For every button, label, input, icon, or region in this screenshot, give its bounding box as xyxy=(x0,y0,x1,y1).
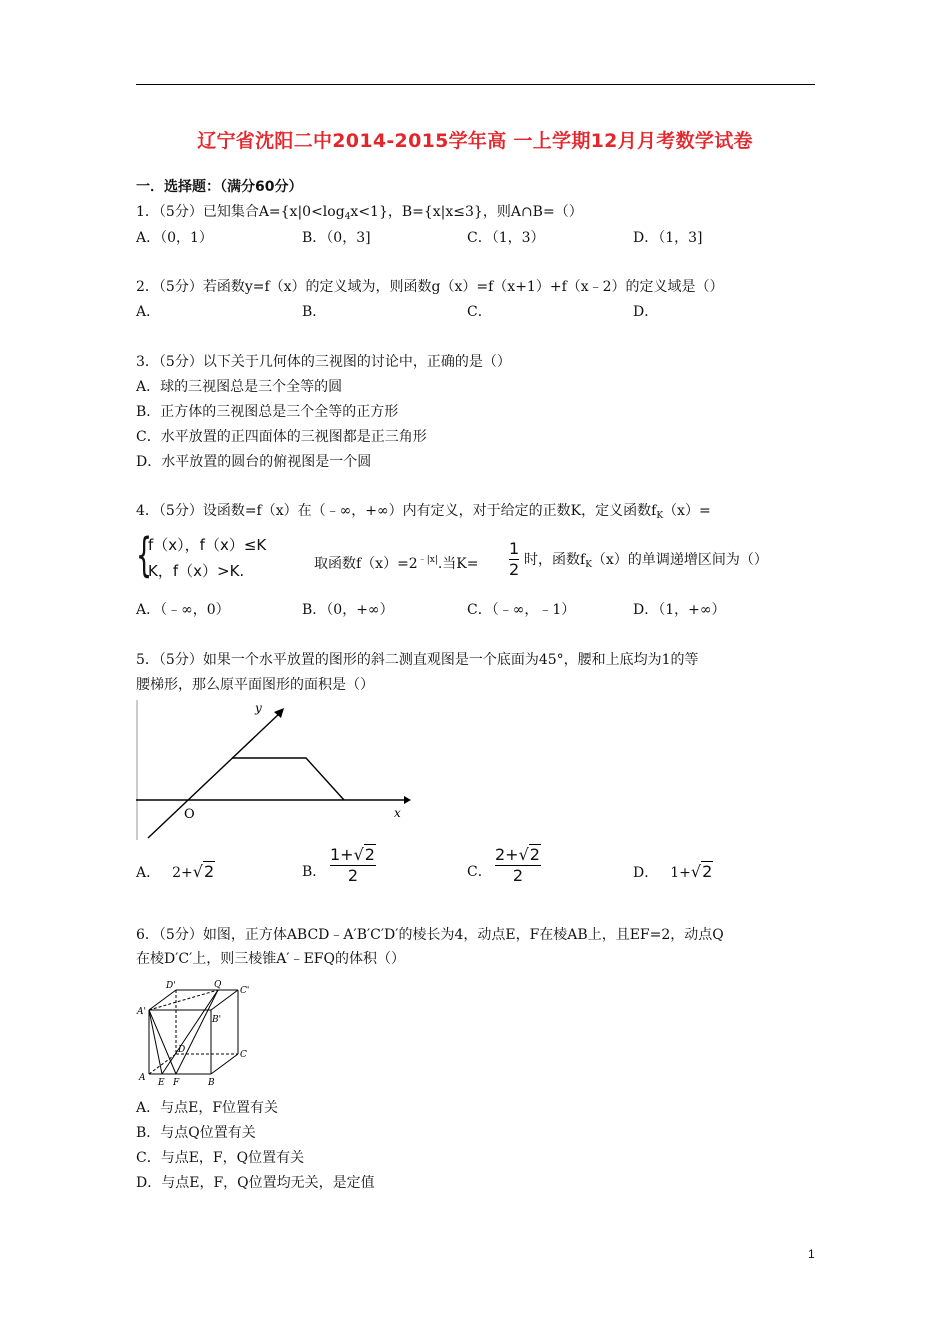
q1-option-d[interactable]: D．（1，3] xyxy=(633,230,703,246)
vertex-label-b1: B' xyxy=(212,1015,222,1025)
q4-option-a[interactable]: A．（﹣∞，0） xyxy=(136,602,230,618)
q1-option-a[interactable]: A．（0，1） xyxy=(136,230,213,246)
q4-condition-end xyxy=(524,551,768,574)
y-axis xyxy=(148,712,281,838)
vertex-label-q: Q xyxy=(214,980,222,990)
x-axis-arrow xyxy=(404,796,411,804)
radicand: 2 xyxy=(529,845,540,864)
q4-text: 时，函数f xyxy=(524,552,586,568)
vertex-label-d: D xyxy=(178,1045,186,1055)
vertex-label-b: B xyxy=(208,1078,215,1088)
q1-option-c[interactable]: C．（1，3） xyxy=(467,230,545,246)
fraction-one-half xyxy=(509,540,519,579)
fraction-denominator: 2 xyxy=(512,866,524,885)
piecewise-function xyxy=(136,528,316,584)
question-5-stem-line-1: 5．（5分）如果一个水平放置的图形的斜二测直观图是一个底面为45°，腰和上底均为1的等 xyxy=(136,652,699,668)
q3-option-d[interactable]: D．水平放置的圆台的俯视图是一个圆 xyxy=(136,454,372,470)
brace-symbol: { xyxy=(136,528,153,582)
cube-figure xyxy=(136,978,256,1088)
q4-stem-part: 4．（5分）设函数=f（x）在（﹣∞，+∞）内有定义，对于给定的正数K，定义函数f xyxy=(136,503,657,519)
piecewise-case-2: K，f（x）>K. xyxy=(148,562,245,580)
q4-option-c[interactable]: C．（﹣∞，﹣1） xyxy=(467,602,576,618)
sqrt-symbol: √2 xyxy=(353,845,375,864)
q4-subscript: K xyxy=(656,511,664,521)
q4-exponent: ﹣|x| xyxy=(417,555,438,565)
q2-option-c[interactable]: C． xyxy=(467,304,492,320)
vertex-label-c1: C' xyxy=(240,986,250,996)
q3-option-a[interactable]: A．球的三视图总是三个全等的圆 xyxy=(136,379,343,395)
q6-option-d[interactable]: D．与点E，F，Q位置均无关，是定值 xyxy=(136,1175,375,1191)
header-rule xyxy=(136,84,815,85)
question-4-stem xyxy=(136,502,711,525)
q1-stem-part: 1．（5分）已知集合A={x|0<log xyxy=(136,204,345,220)
q4-condition xyxy=(314,551,479,573)
section-heading: 一．选择题：（满分60分） xyxy=(136,179,303,195)
question-2-stem: 2．（5分）若函数y=f（x）的定义域为，则函数g（x）=f（x+1）+f（x﹣2）的定义域是（） xyxy=(136,279,724,295)
trapezoid-sides xyxy=(232,758,344,800)
q4-text: （x）的单调递增区间为（） xyxy=(591,552,768,568)
fraction-numerator xyxy=(330,846,376,864)
q4-text: 取函数f（x）=2 xyxy=(314,556,418,572)
q2-option-a[interactable]: A． xyxy=(136,304,161,320)
question-3-stem: 3．（5分）以下关于几何体的三视图的讨论中，正确的是（） xyxy=(136,354,511,370)
vertex-label-c: C xyxy=(240,1050,247,1060)
sqrt-symbol: √2 xyxy=(690,862,713,881)
q5-option-a-value: 2+ xyxy=(172,865,193,881)
fraction-numerator xyxy=(495,846,541,864)
vertex-label-d1: D' xyxy=(166,981,176,991)
origin-label: O xyxy=(184,807,195,822)
question-6-stem-line-1: 6．（5分）如图，正方体ABCD﹣A′B′C′D′的棱长为4，动点E，F在棱AB上，且EF=2，动点Q xyxy=(136,927,724,943)
q6-option-b[interactable]: B．与点Q位置有关 xyxy=(136,1125,256,1141)
exam-title: 辽宁省沈阳二中2014-2015学年高 一上学期12月月考数学试卷 xyxy=(197,130,753,152)
q5-option-d-value: 1+ xyxy=(670,865,691,881)
q3-option-b[interactable]: B．正方体的三视图总是三个全等的正方形 xyxy=(136,404,399,420)
numerator-text: 2+ xyxy=(495,845,519,864)
fraction-denominator: 2 xyxy=(509,560,520,579)
q6-option-a[interactable]: A．与点E，F位置有关 xyxy=(136,1100,279,1116)
q5-option-letter: D． xyxy=(633,865,659,881)
q4-text: .当K= xyxy=(437,556,479,572)
vertex-label-f: F xyxy=(173,1078,180,1088)
page-number: 1 xyxy=(808,1247,815,1261)
sqrt-symbol: √2 xyxy=(518,845,540,864)
q4-subscript: K xyxy=(585,560,592,570)
q6-option-c[interactable]: C．与点E，F，Q位置有关 xyxy=(136,1150,305,1166)
fraction-denominator: 2 xyxy=(347,866,359,885)
q5-option-c-letter[interactable]: C． xyxy=(467,864,492,880)
q3-option-c[interactable]: C．水平放置的正四面体的三视图都是正三角形 xyxy=(136,429,427,445)
radicand: 2 xyxy=(364,845,375,864)
q4-stem-part: （x）= xyxy=(663,503,711,519)
radicand: 2 xyxy=(702,862,713,881)
q4-option-d[interactable]: D．（1，+∞） xyxy=(633,602,726,618)
q5-option-d[interactable] xyxy=(633,863,713,882)
question-1-stem xyxy=(136,203,583,226)
q1-option-b[interactable]: B．（0，3] xyxy=(302,230,371,246)
q1-log-base: 4 xyxy=(344,212,351,222)
vertex-label-e: E xyxy=(158,1078,165,1088)
fraction-numerator: 1 xyxy=(509,539,520,558)
x-axis-label: x xyxy=(394,806,401,820)
q5-option-b-fraction[interactable] xyxy=(330,846,376,885)
q2-option-b[interactable]: B． xyxy=(302,304,327,320)
q1-stem-part: x<1}，B={x|x≤3}，则A∩B=（） xyxy=(350,204,583,220)
trapezoid-figure xyxy=(136,700,411,842)
sqrt-symbol: √2 xyxy=(192,862,215,881)
vertex-label-a1: A' xyxy=(137,1007,146,1017)
numerator-text: 1+ xyxy=(330,845,354,864)
question-6-stem-line-2: 在棱D′C′上，则三棱锥A′﹣EFQ的体积（） xyxy=(136,951,405,967)
q5-option-a[interactable] xyxy=(136,863,215,882)
y-axis-label: y xyxy=(255,701,262,715)
q5-option-c-fraction[interactable] xyxy=(495,846,541,885)
question-5-stem-line-2: 腰梯形，那么原平面图形的面积是（） xyxy=(136,677,374,693)
vertex-label-a: A xyxy=(139,1073,146,1083)
q5-option-letter: A． xyxy=(136,865,161,881)
q5-option-b-letter[interactable]: B． xyxy=(302,864,327,880)
radicand: 2 xyxy=(203,862,215,881)
q2-option-d[interactable]: D． xyxy=(633,304,659,320)
piecewise-case-1: f（x），f（x）≤K xyxy=(148,536,267,554)
q4-option-b[interactable]: B．（0，+∞） xyxy=(302,602,394,618)
